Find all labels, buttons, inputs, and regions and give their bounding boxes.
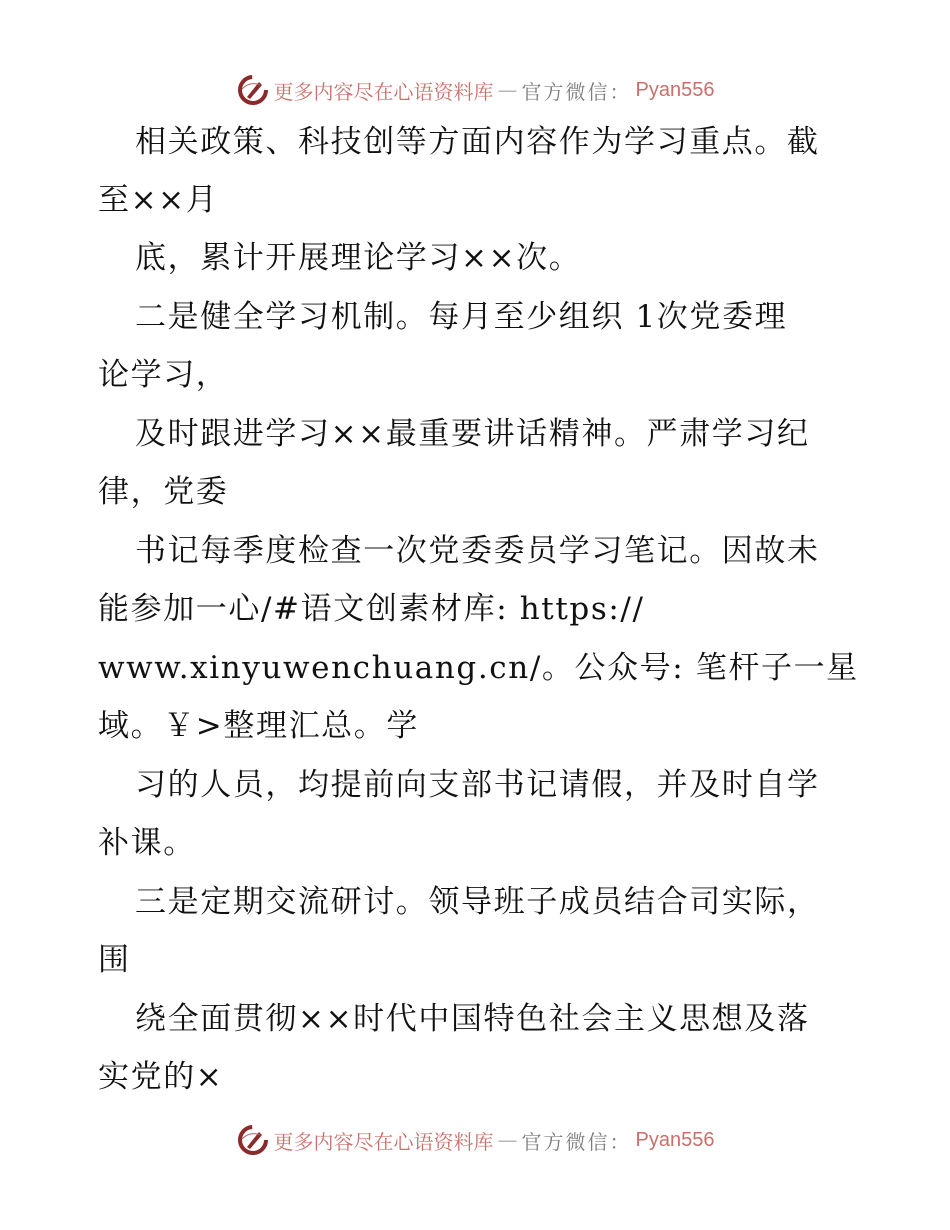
text-line: 绕全面贯彻××时代中国特色社会主义思想及落 xyxy=(135,1001,810,1037)
text-line: 实党的× xyxy=(98,1059,224,1095)
banner-wechat-id: Pyan556 xyxy=(635,78,715,101)
banner-wechat-label: 官方微信： xyxy=(521,1129,632,1154)
text-line: 相关政策、科技创等方面内容作为学习重点。截 xyxy=(135,124,820,160)
banner-site-text: 更多内容尽在心语资料库 xyxy=(273,1129,494,1154)
pen-nib-logo-icon xyxy=(236,73,270,107)
text-line: 论学习， xyxy=(98,357,229,393)
text-line: 律，党委 xyxy=(98,474,229,510)
banner-site-text: 更多内容尽在心语资料库 xyxy=(273,79,494,104)
text-line: 及时跟进学习××最重要讲话精神。严肃学习纪 xyxy=(135,416,810,452)
text-line: 域。￥>整理汇总。学 xyxy=(98,708,419,744)
banner-dash: — xyxy=(497,78,518,102)
text-line: www.xinyuwenchuang.cn/。公众号: 笔杆子一星 xyxy=(98,650,859,686)
banner-wechat-id: Pyan556 xyxy=(635,1128,715,1151)
text-line: 底，累计开展理论学习××次。 xyxy=(135,240,582,276)
header-watermark-banner xyxy=(0,70,950,110)
text-line: 至××月 xyxy=(98,182,219,218)
pen-nib-logo-icon xyxy=(236,1123,270,1157)
text-line: 能参加一心/#语文创素材库: https:// xyxy=(98,591,645,627)
text-line: 围 xyxy=(98,942,131,978)
banner-wechat-label: 官方微信： xyxy=(521,79,632,104)
banner-dash: — xyxy=(497,1128,518,1152)
text-line: 书记每季度检查一次党委委员学习笔记。因故未 xyxy=(135,533,820,569)
text-line: 二是健全学习机制。每月至少组织 1次党委理 xyxy=(135,299,788,335)
text-line: 三是定期交流研讨。领导班子成员结合司实际， xyxy=(135,884,820,920)
text-line: 习的人员，均提前向支部书记请假，并及时自学 xyxy=(135,767,820,803)
footer-watermark-banner xyxy=(0,1120,950,1160)
text-line: 补课。 xyxy=(98,825,196,861)
